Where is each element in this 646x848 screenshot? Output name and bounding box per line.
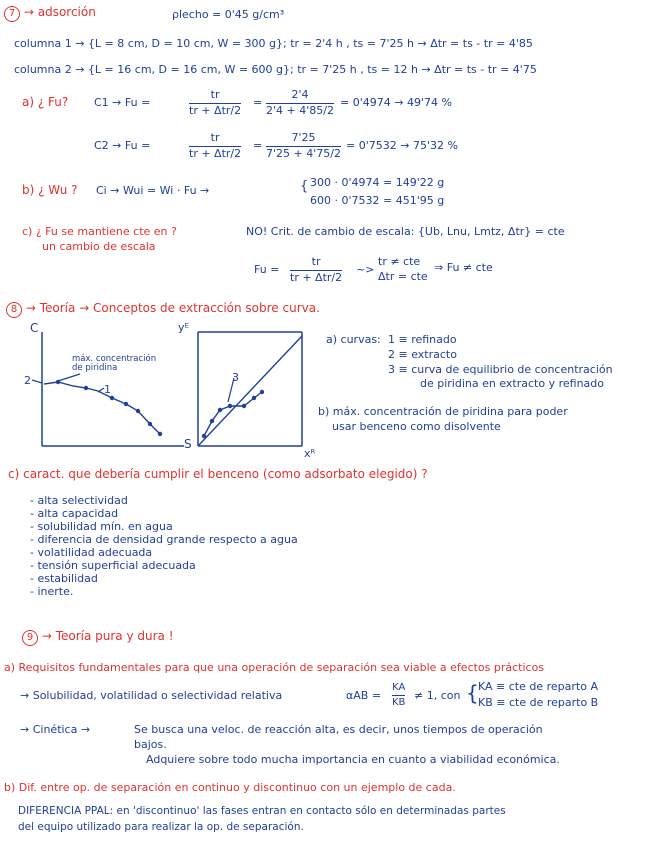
c1-equals: =: [253, 96, 263, 109]
bed-density: ρlecho = 0'45 g/cm³: [172, 8, 285, 21]
graph1-label-2: 2: [24, 374, 31, 387]
fu-label-c: Fu =: [254, 263, 280, 276]
problem-9-header: [22, 630, 174, 646]
conclusion-tail: ⇒ Fu ≠ cte: [434, 261, 493, 274]
graph1-label-1: 1: [104, 383, 111, 396]
problem-8-number: 8: [6, 302, 22, 318]
alpha-num: KA: [392, 682, 406, 693]
c2-f2-den: 7'25 + 4'75/2: [266, 146, 341, 160]
c2-label: C2 → Fu =: [94, 139, 151, 152]
squiggle-arrow: ~>: [356, 263, 375, 276]
graph2-label-3: 3: [232, 371, 239, 384]
alpha-brace: {: [466, 681, 479, 705]
graph2-ylabel: yᴱ: [178, 321, 189, 334]
c1-f2-den: 2'4 + 4'85/2: [266, 103, 334, 117]
fu-c-num: tr: [311, 255, 321, 268]
question-9b: b) Dif. entre op. de separación en continuo y discontinuo con un ejemplo de cada.: [4, 781, 456, 794]
question-8c: c) caract. que debería cumplir el benceno (como adsorbato elegido) ?: [8, 467, 428, 481]
problem-7-number: 7: [4, 6, 20, 22]
answer-8b-line1: b) máx. concentración de piridina para poder: [318, 405, 568, 418]
c1-fraction-numeric: [266, 89, 334, 117]
requirement-1: → Solubilidad, volatilidad o selectividad relativa: [20, 689, 283, 702]
curves-title: a) curvas:: [326, 333, 381, 346]
graph1-label2-pointer: [32, 380, 42, 383]
c1-label: C1 → Fu =: [94, 96, 151, 109]
requirement-2-head: → Cinética →: [20, 723, 91, 736]
c1-f1-den: tr + Δtr/2: [189, 103, 242, 117]
kinetics-line-2: bajos.: [134, 738, 167, 751]
alpha-tail: ≠ 1, con: [414, 689, 461, 702]
kb-def: KB ≡ cte de reparto B: [478, 696, 599, 709]
graph1-ylabel: C: [30, 321, 39, 335]
list-item: - tensión superficial adecuada: [30, 559, 196, 572]
conclusion-bottom: Δtr = cte: [378, 270, 428, 283]
curve-2-def: 2 ≡ extracto: [388, 348, 457, 361]
wu-result-2: 600 · 0'7532 = 451'95 g: [310, 194, 445, 207]
alpha-label: αAB =: [346, 689, 382, 702]
c1-f2-num: 2'4: [291, 88, 309, 101]
equilibrium-curve-graph: [192, 326, 312, 456]
list-item: - alta capacidad: [30, 507, 119, 520]
c2-fraction-numeric: [266, 132, 341, 160]
wu-brace: {: [300, 179, 309, 194]
c1-fraction-general: [189, 89, 241, 117]
curve-3-def-cont: de piridina en extracto y refinado: [420, 377, 605, 390]
list-item: - volatilidad adecuada: [30, 546, 153, 559]
graph1-xlabel: S: [184, 437, 192, 451]
problem-8-header: [6, 302, 320, 318]
column-1-data: columna 1 → {L = 8 cm, D = 10 cm, W = 300 g}; tr = 2'4 h , ts = 7'25 h → Δtr = ts - tr = 4'85: [14, 37, 533, 50]
kinetics-line-1: Se busca una veloc. de reacción alta, es decir, unos tiempos de operación: [134, 723, 543, 736]
list-item: - estabilidad: [30, 572, 98, 585]
graph2-points: [202, 390, 264, 438]
list-item: - solubilidad mín. en agua: [30, 520, 173, 533]
alpha-den: KB: [392, 696, 406, 708]
problem-8-title: → Teoría → Conceptos de extracción sobre curva.: [25, 301, 320, 315]
scale-criterion: NO! Crit. de cambio de escala: {Ub, Lnu, Lmtz, Δtr} = cte: [246, 225, 565, 238]
graph1-annotation-pointer: [58, 374, 80, 381]
c1-result: = 0'4974 → 49'74 %: [340, 96, 452, 109]
c2-f2-num: 7'25: [291, 131, 316, 144]
kinetics-line-3: Adquiere sobre todo mucha importancia en cuanto a viabilidad económica.: [146, 753, 560, 766]
graph2-diagonal: [198, 336, 302, 446]
problem-9-number: 9: [22, 630, 38, 646]
wu-result-1: 300 · 0'4974 = 149'22 g: [310, 176, 445, 189]
c2-result: = 0'7532 → 75'32 %: [346, 139, 458, 152]
alpha-fraction: [392, 682, 405, 708]
question-7b: b) ¿ Wu ?: [22, 183, 78, 197]
graph1-annotation: máx. concentración de piridina: [72, 354, 157, 373]
answer-9b-line1: DIFERENCIA PPAL: en 'discontinuo' las fases entran en contacto sólo en determinadas partes: [18, 805, 506, 817]
curve-1-def: 1 ≡ refinado: [388, 333, 457, 346]
question-7a: a) ¿ Fu?: [22, 95, 69, 109]
conclusion-top: tr ≠ cte: [378, 255, 421, 268]
list-item: - diferencia de densidad grande respecto a agua: [30, 533, 298, 546]
answer-9b-line2: del equipo utilizado para realizar la op. de separación.: [18, 821, 304, 833]
list-item: - inerte.: [30, 585, 74, 598]
c2-f1-num: tr: [210, 131, 220, 144]
column-2-data: columna 2 → {L = 16 cm, D = 16 cm, W = 600 g}; tr = 7'25 h , ts = 12 h → Δtr = ts - tr = 4'75: [14, 63, 537, 76]
answer-8b-line2: usar benceno como disolvente: [332, 420, 501, 433]
question-7c-line1: c) ¿ Fu se mantiene cte en ?: [22, 225, 177, 238]
problem-7-title: adsorción: [37, 5, 96, 19]
c2-equals: =: [253, 139, 263, 152]
ka-def: KA ≡ cte de reparto A: [478, 680, 598, 693]
graph2-xlabel: xᴿ: [304, 447, 316, 460]
question-7c-line2: un cambio de escala: [42, 240, 156, 253]
fu-c-den: tr + Δtr/2: [290, 270, 343, 284]
problem-9-title: → Teoría pura y dura !: [41, 629, 174, 643]
curve-3-def: 3 ≡ curva de equilibrio de concentración: [388, 363, 613, 376]
c2-f1-den: tr + Δtr/2: [189, 146, 242, 160]
c2-fraction-general: [189, 132, 241, 160]
wu-formula: Ci → Wui = Wi · Fu →: [96, 184, 210, 197]
benzene-characteristics-list: [30, 494, 298, 598]
fu-fraction-c: [290, 256, 342, 284]
problem-7-header: [4, 6, 96, 22]
list-item: - alta selectividad: [30, 494, 128, 507]
problem-7-arrow: →: [23, 5, 34, 19]
c1-f1-num: tr: [210, 88, 220, 101]
question-9a: a) Requisitos fundamentales para que una operación de separación sea viable a efectos prácticos: [4, 661, 545, 674]
